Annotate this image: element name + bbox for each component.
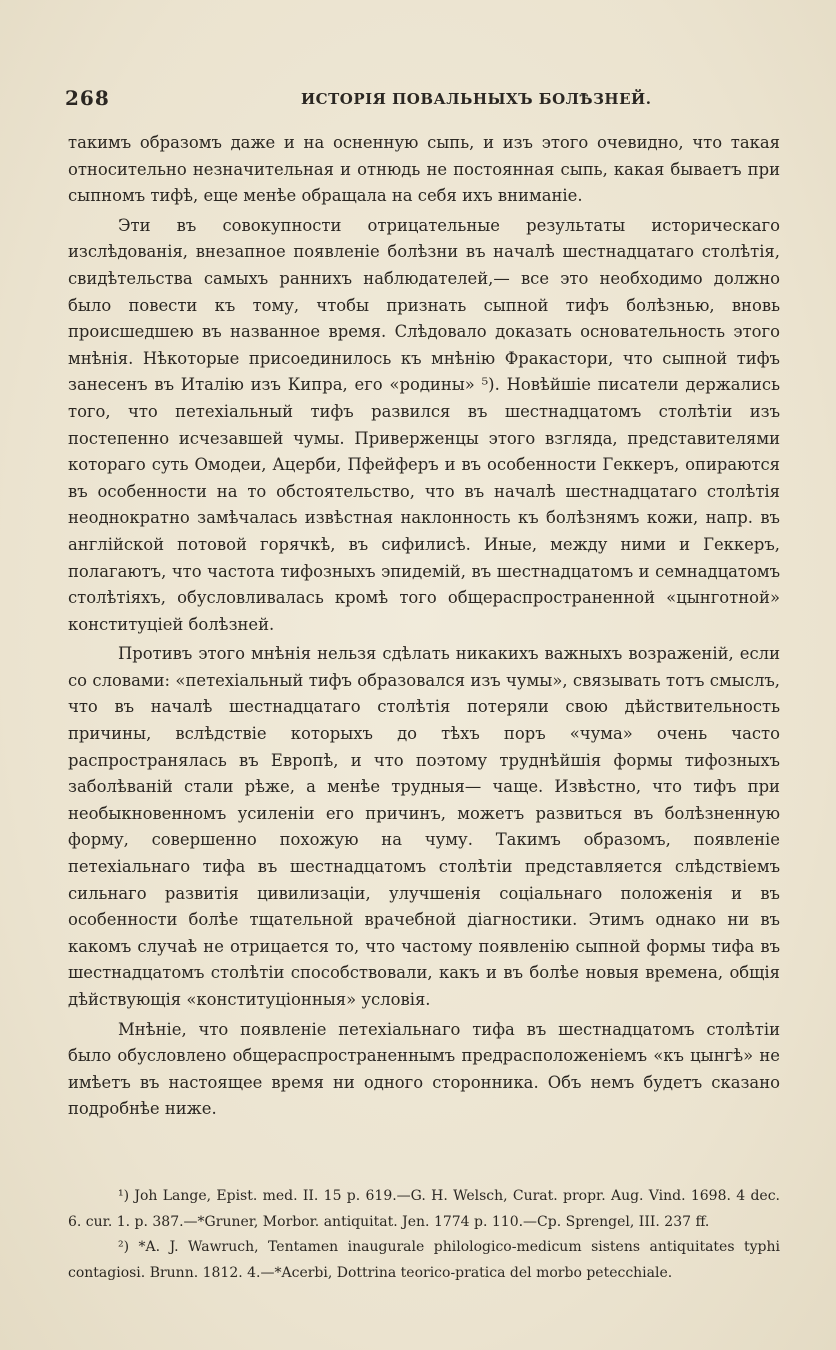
- running-title: ИСТОРІЯ ПОВАЛЬНЫХЪ БОЛѢЗНЕЙ.: [301, 90, 652, 108]
- footnote: ²) *A. J. Wawruch, Tentamen inaugurale philologico-medicum sistens antiquitates typhi contagiosi. Brunn. 1812. 4.—*Acerbi, Dottrina teorico-pratica del morbo petecchiale.: [68, 1239, 780, 1281]
- paragraph: Противъ этого мнѣнія нельзя сдѣлать никакихъ важныхъ возраженій, если со словами: «петехіальный тифъ образовался изъ чумы», связывать тотъ смыслъ, что въ началѣ шестнадцатаго столѣтія потеряли свою дѣйствительность причины, вслѣдствіе которыхъ до тѣхъ поръ «чума» очень часто распространялась въ Европѣ, и что поэтому труднѣйшія формы тифозныхъ заболѣваній стали рѣже, а менѣе трудныя— чаще. Извѣстно, что тифъ при необыкновенномъ усиленіи его причинъ, можетъ развиться въ болѣзненную форму, совершенно похожую на чуму. Такимъ образомъ, появленіе петехіальнаго тифа въ шестнадцатомъ столѣтіи представляется слѣдствіемъ сильнаго развитія цивилизаціи, улучшенія соціальнаго положенія и въ особенности болѣе тщательной врачебной діагностики. Этимъ однако ни въ какомъ случаѣ не отрицается то, что частому появленію сыпной формы тифа въ шестнадцатомъ столѣтіи способствовали, какъ и въ болѣе новыя времена, общія дѣйствующія «конституціонныя» условія.: [68, 644, 780, 1009]
- paragraph: Эти въ совокупности отрицательные результаты историческаго изслѣдованія, внезапное появленіе болѣзни въ началѣ шестнадцатаго столѣтія, свидѣтельства самыхъ раннихъ наблюдателей,— все это необходимо должно было повести къ тому, чтобы признать сыпной тифъ болѣзнью, вновь происшедшею въ названное время. Слѣдовало доказать основательность этого мнѣнія. Нѣкоторые присоединилось къ мнѣнію Фракастори, что сыпной тифъ занесенъ въ Италію изъ Кипра, его «родины» ⁵). Новѣйшіе писатели держались того, что петехіальный тифъ развился въ шестнадцатомъ столѣтіи изъ постепенно исчезавшей чумы. Приверженцы этого взгляда, представителями котораго суть Омодеи, Ацерби, Пфейферъ и въ особенности Геккеръ, опираются въ особенности на то обстоятельство, что въ началѣ шестнадцатаго столѣтія неоднократно замѣчалась извѣстная наклонность къ болѣзнямъ кожи, напр. въ англійской потовой горячкѣ, въ сифилисѣ. Иные, между ними и Геккеръ, полагаютъ, что частота тифозныхъ эпидемій, въ шестнадцатомъ и семнадцатомъ столѣтіяхъ, обусловливалась кромѣ того общераспространенной «цынготной» конституціей болѣзней.: [68, 215, 780, 634]
- page-number: 268: [65, 86, 110, 110]
- paragraph: Мнѣніе, что появленіе петехіальнаго тифа въ шестнадцатомъ столѣтіи было обусловлено общераспространеннымъ предрасположеніемъ «къ цынгѣ» не имѣетъ въ настоящее время ни одного сторонника. Объ немъ будетъ сказано подробнѣе ниже.: [68, 1019, 780, 1119]
- page-header: [65, 86, 775, 116]
- footnote: ¹) Joh Lange, Epist. med. II. 15 p. 619.—G. H. Welsch, Curat. propr. Aug. Vind. 1698. 4 dec. 6. cur. 1. p. 387.—*Gruner, Morbor. antiquitat. Jen. 1774 p. 110.—Ср. Sprengel, III. 237 ff.: [68, 1188, 780, 1230]
- main-text: [68, 130, 780, 1123]
- footnotes: [68, 1184, 780, 1286]
- paragraph: такимъ образомъ даже и на осненную сыпь, и изъ этого очевидно, что такая относительно незначительная и отнюдь не постоянная сыпь, какая бываетъ при сыпномъ тифѣ, еще менѣе обращала на себя ихъ вниманіе.: [68, 133, 780, 206]
